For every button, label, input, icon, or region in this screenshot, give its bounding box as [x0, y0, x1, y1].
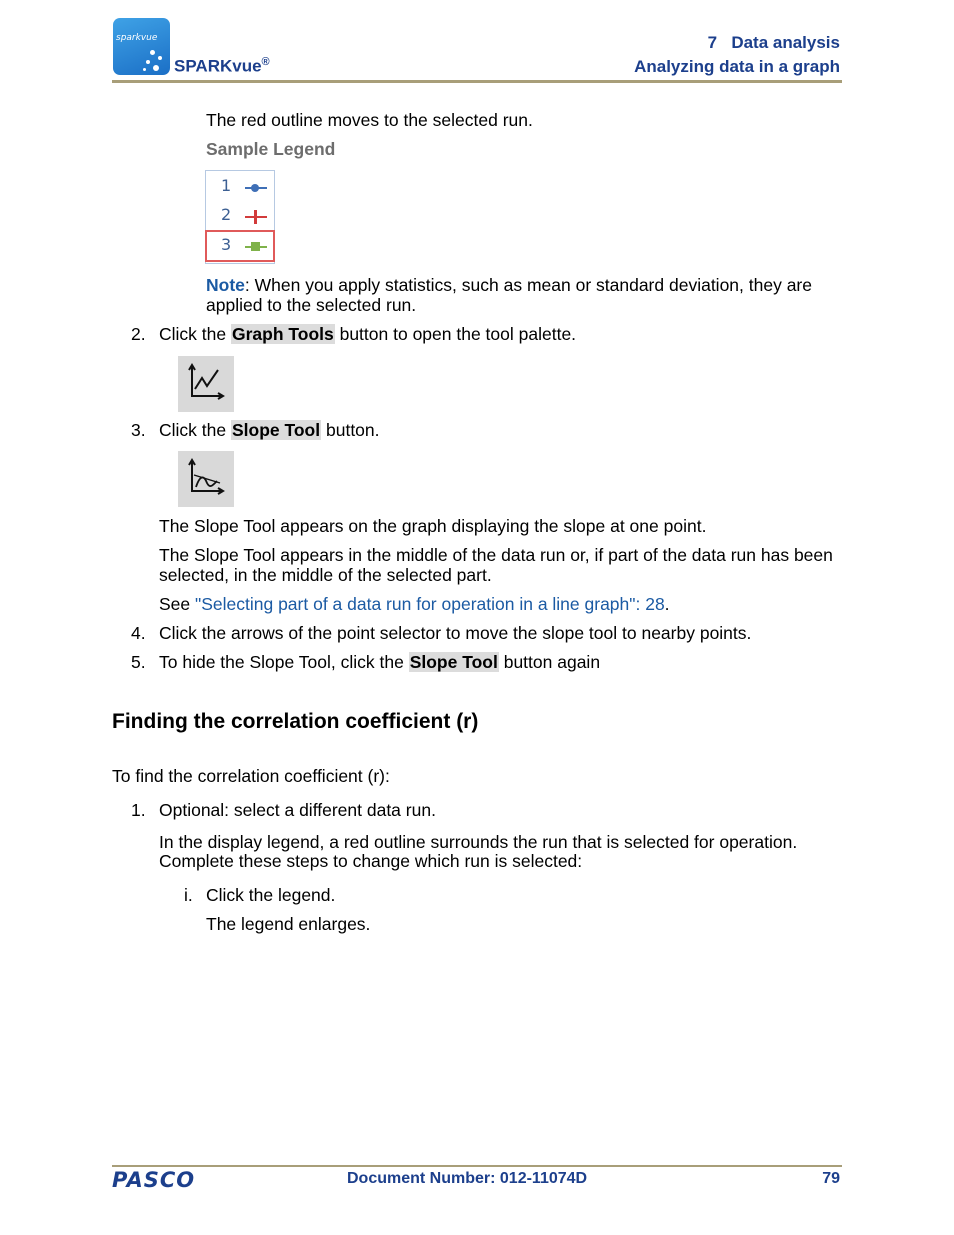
see-reference: See "Selecting part of a data run for operation in a line graph": 28.	[159, 594, 670, 614]
slope-tool-button[interactable]	[178, 451, 234, 507]
legend-row	[206, 201, 274, 230]
chapter-title: 7 Data analysis	[707, 33, 840, 52]
legend-row-selected	[205, 230, 275, 262]
step-text: Optional: select a different data run.	[159, 800, 436, 820]
step-text: To hide the Slope Tool, click the Slope Tool button again	[159, 652, 601, 672]
section-heading: Finding the correlation coefficient (r)	[112, 710, 479, 733]
figure-caption: Sample Legend	[206, 139, 336, 159]
pasco-logo: PASCO	[112, 1168, 196, 1192]
list-number: 1.	[131, 800, 146, 820]
legend-run-number: 3	[221, 235, 232, 254]
square-marker-icon	[251, 242, 260, 251]
document-number: Document Number: 012-11074D	[347, 1170, 588, 1187]
header-rule	[112, 80, 842, 83]
paragraph: To find the correlation coefficient (r):	[112, 766, 390, 786]
legend-run-number: 1	[221, 176, 232, 195]
step-text: Click the legend.	[206, 885, 336, 905]
logo-dot	[143, 68, 146, 71]
list-number: 5.	[131, 652, 146, 672]
list-number: 4.	[131, 623, 146, 643]
footer-rule	[112, 1165, 842, 1167]
logo-dot	[146, 60, 150, 64]
paragraph: The Slope Tool appears on the graph displaying the slope at one point.	[159, 516, 707, 536]
list-number: i.	[184, 885, 193, 905]
list-number: 3.	[131, 420, 146, 440]
cross-marker-icon	[254, 210, 257, 224]
logo-dot	[158, 56, 162, 60]
paragraph: The Slope Tool appears in the middle of the data run or, if part of the data run has been selected, in the middle of the selected part.	[159, 545, 833, 585]
sample-legend-image	[205, 170, 275, 264]
note-paragraph: Note: When you apply statistics, such as mean or standard deviation, they are applied to the selected run.	[206, 275, 812, 315]
legend-row	[206, 172, 274, 201]
graph-tools-icon	[178, 356, 234, 412]
list-number: 2.	[131, 324, 146, 344]
circle-marker-icon	[251, 184, 259, 192]
section-title: Analyzing data in a graph	[634, 57, 840, 76]
cross-reference-link[interactable]: "Selecting part of a data run for operation in a line graph": 28	[195, 594, 665, 614]
graph-tools-button[interactable]	[178, 356, 234, 412]
paragraph: The legend enlarges.	[206, 914, 371, 934]
page-number: 79	[822, 1170, 840, 1187]
sparkvue-logo-text: sparkvue	[116, 33, 158, 43]
brand-name: SPARKvue®	[174, 56, 270, 76]
step-text: Click the arrows of the point selector to move the slope tool to nearby points.	[159, 623, 752, 643]
logo-dot	[153, 65, 159, 71]
step-text: Click the Graph Tools button to open the tool palette.	[159, 324, 577, 344]
slope-tool-icon	[178, 451, 234, 507]
legend-run-number: 2	[221, 205, 232, 224]
step-text: Click the Slope Tool button.	[159, 420, 380, 440]
logo-dot	[150, 50, 155, 55]
sparkvue-logo	[113, 18, 170, 75]
paragraph: The red outline moves to the selected run.	[206, 110, 533, 130]
paragraph: In the display legend, a red outline surrounds the run that is selected for operation. Complete these steps to change which run is selected:	[159, 832, 798, 871]
